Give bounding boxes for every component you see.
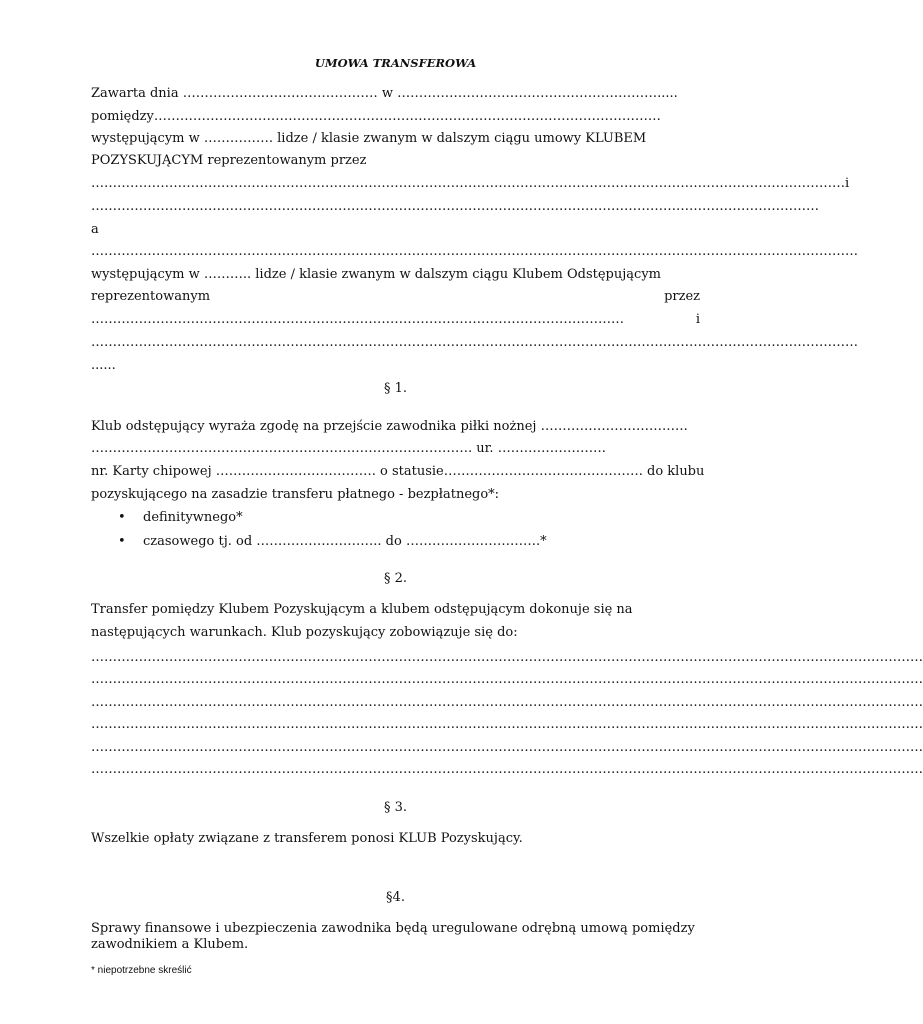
section-4-line-2: zawodnikiem a Klubem. — [91, 937, 249, 952]
releasing-representative-line-2: …………………………………………………………………………………………………………………………………………………………… — [91, 335, 858, 350]
section-2-line-1: Transfer pomiędzy Klubem Pozyskującym a klubem odstępującym dokonuje się na — [91, 602, 633, 617]
releasing-representative-line-3: ...... — [91, 358, 116, 373]
releasing-club-represented-line — [91, 289, 700, 305]
section-1-line-2: ……………………………………………………………………………. ur. ……………………. — [91, 441, 606, 456]
between-line: pomiędzy……………………………………………………………………………………………………… — [91, 109, 661, 124]
releasing-representative-and: i — [695, 312, 700, 327]
section-1-line-4: pozyskującego na zasadzie transferu płatnego - bezpłatnego*: — [91, 487, 500, 502]
contract-date-line: Zawarta dnia ……………………………………… w ……………………………………………………..... — [91, 86, 678, 101]
section-4-line-1: Sprawy finansowe i ubezpieczenia zawodnika będą uregulowane odrębną umową pomiędzy — [91, 921, 695, 936]
bullet-marker-1: • — [118, 510, 126, 525]
represented-label: reprezentowanym — [91, 289, 211, 304]
section-2-dots-5: ………………………………………………………………………………………………………………………………………………………………………… — [91, 740, 923, 755]
section-1-line-3: nr. Karty chipowej ………………………………. o statusie………………………………………. do klubu — [91, 464, 705, 479]
section-2-dots-6: ………………………………………………………………………………………………………………………………………………………………………… — [91, 762, 923, 777]
section-3-line-1: Wszelkie opłaty związane z transferem ponosi KLUB Pozyskujący. — [91, 831, 523, 846]
section-4-heading: §4. — [386, 890, 405, 905]
section-2-dots-4: ………………………………………………………………………………………………………………………………………………………………………… — [91, 717, 923, 732]
releasing-representative-dots-1: …………………………………………………………………………………………………………… — [91, 312, 624, 327]
section-2-dots-3: ………………………………………………………………………………………………………………………………………………………………………… — [91, 695, 923, 710]
representative-line-1 — [91, 176, 850, 192]
releasing-representative-line-1 — [91, 312, 700, 328]
section-2-dots-1: ………………………………………………………………………………………………………………………………………………………………………… — [91, 650, 923, 665]
document-title: UMOWA TRANSFEROWA — [314, 56, 477, 70]
section-2-dots-2: ………………………………………………………………………………………………………………………………………………………………………… — [91, 672, 923, 687]
acquiring-club-represented-line: POZYSKUJĄCYM reprezentowanym przez — [91, 153, 367, 168]
section-1-heading: § 1. — [383, 381, 408, 396]
bullet-marker-2: • — [118, 534, 126, 549]
section-1-line-1: Klub odstępujący wyraża zgodę na przejście zawodnika piłki nożnej ……………………………. — [91, 419, 688, 434]
acquiring-club-line: występującym w ……………. lidze / klasie zwanym w dalszym ciągu umowy KLUBEM — [91, 131, 647, 146]
representative-dots-1: ………………………………………………………………………………………………………………………………………………………… — [91, 176, 845, 191]
footnote: * niepotrzebne skreślić — [91, 965, 192, 976]
by-label: przez — [664, 289, 700, 304]
section-2-line-2: następujących warunkach. Klub pozyskujący zobowiązuje się do: — [91, 625, 518, 640]
releasing-club-name-line: …………………………………………………………………………………………………………………………………………………………… — [91, 244, 858, 259]
representative-line-2: …………………………………………………………………………………………………………………………………………………… — [91, 199, 819, 214]
representative-and-1: i — [845, 176, 850, 191]
bullet-temporary: czasowego tj. od ……………………….. do ………………………….* — [143, 534, 547, 549]
bullet-definitive: definitywnego* — [143, 510, 243, 525]
section-3-heading: § 3. — [383, 800, 408, 815]
releasing-club-line: występującym w ……….. lidze / klasie zwanym w dalszym ciągu Klubem Odstępującym — [91, 267, 661, 282]
section-2-heading: § 2. — [383, 571, 408, 586]
and-line: a — [91, 222, 99, 237]
